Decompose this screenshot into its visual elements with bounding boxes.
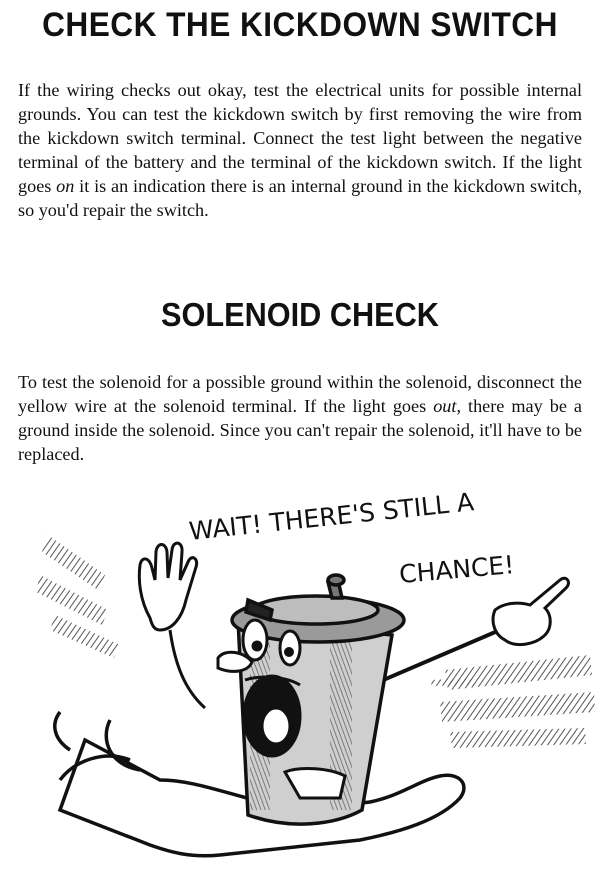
paragraph-kickdown-switch (18, 78, 582, 222)
paragraph-text-start: If the wiring checks out okay, test the electrical units for possible internal grounds. You can test the kickdown switch by first removing the wire from the kickdown switch terminal. Connect the test light between the negative terminal of the battery and the terminal of the kickdown switch. If the light goes (18, 80, 582, 196)
heading-solenoid-check: SOLENOID CHECK (161, 296, 439, 333)
paragraph-text-end: , there may be a ground inside the solenoid. Since you can't repair the solenoid, it'll have to be replaced. (18, 396, 582, 464)
speech-line-1: WAIT! THERE'S STILL A (187, 487, 476, 546)
motion-lines-right (430, 655, 595, 748)
paragraph-solenoid-check (18, 370, 582, 466)
cartoon-solenoid-illustration (0, 480, 600, 889)
paragraph-text-start: To test the solenoid for a possible ground within the solenoid, disconnect the yellow wire at the solenoid terminal. If the light goes (18, 372, 582, 416)
heading-kickdown-switch: CHECK THE KICKDOWN SWITCH (42, 6, 558, 44)
speech-line-2: CHANCE! (397, 550, 516, 589)
emphasis-out: out (433, 396, 457, 416)
left-hand (139, 543, 205, 708)
emphasis-on: on (56, 176, 75, 196)
motion-lines-left (36, 535, 120, 658)
paragraph-text-end: it is an indication there is an internal ground in the kickdown switch, so you'd repair the switch. (18, 176, 583, 220)
